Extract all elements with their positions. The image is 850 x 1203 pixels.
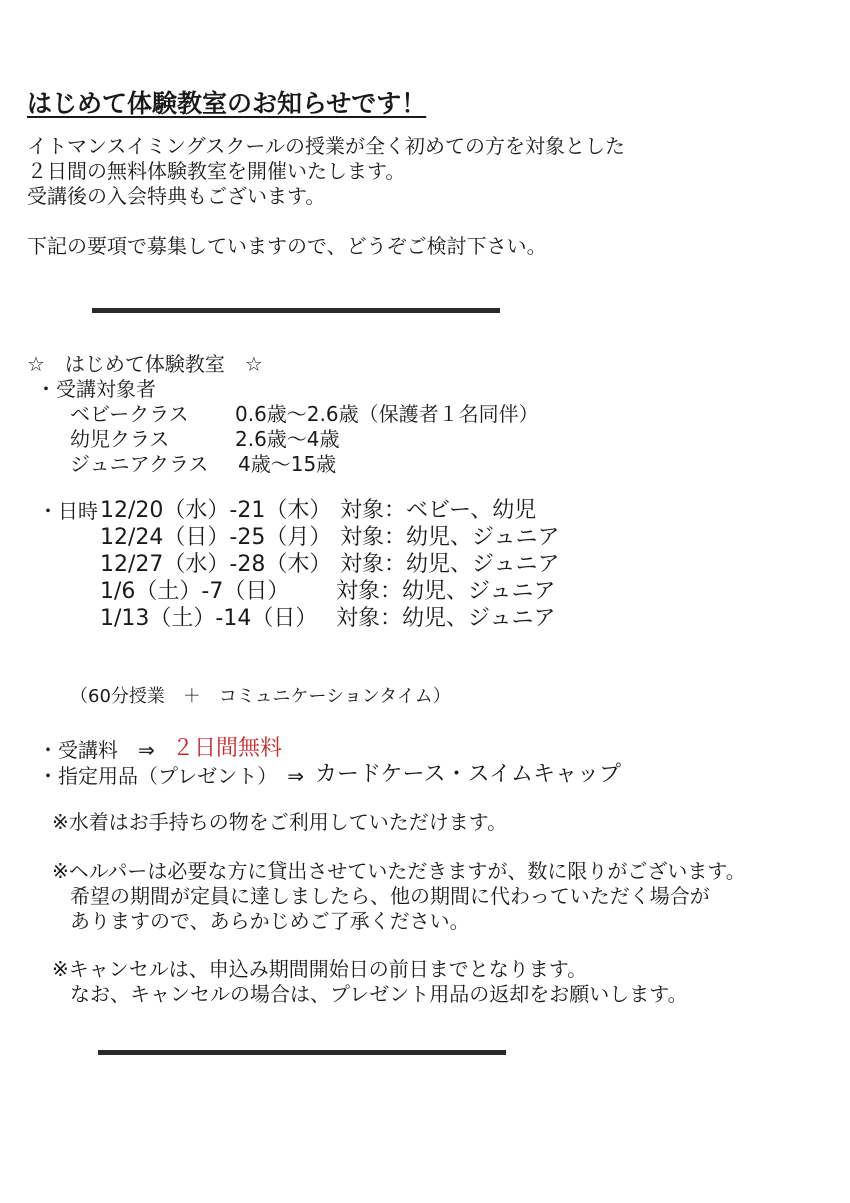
items-value: カードケース・スイムキャップ bbox=[315, 762, 622, 787]
note-cancel-2: なお、キャンセルの場合は、プレゼント用品の返却をお願いします。 bbox=[70, 982, 688, 1006]
divider-top bbox=[92, 308, 500, 313]
class-age-infant: 2.6歳～4歳 bbox=[235, 427, 340, 451]
divider-bottom bbox=[98, 1050, 506, 1055]
page-title: はじめて体験教室のお知らせです！ bbox=[27, 89, 427, 118]
note-swimwear: ※水着はお手持ちの物をご利用していただけます。 bbox=[52, 810, 508, 834]
note-helper-3: ありますので、あらかじめご了承ください。 bbox=[70, 909, 470, 933]
fee-value: ２日間無料 bbox=[172, 736, 283, 761]
schedule-target-3: 対象：幼児、ジュニア bbox=[340, 552, 560, 577]
duration-note: （60分授業 ＋ コミュニケーションタイム） bbox=[70, 686, 451, 707]
class-name-infant: 幼児クラス bbox=[70, 427, 170, 451]
schedule-target-5: 対象：幼児、ジュニア bbox=[336, 606, 556, 631]
intro-line-1: イトマンスイミングスクールの授業が全く初めての方を対象とした bbox=[27, 134, 625, 158]
class-name-baby: ベビークラス bbox=[70, 402, 189, 426]
class-age-junior: 4歳～15歳 bbox=[238, 452, 337, 476]
target-label: ・受講対象者 bbox=[36, 377, 156, 401]
class-age-baby: 0.6歳～2.6歳（保護者１名同伴） bbox=[235, 402, 539, 426]
intro-line-3: 受講後の入会特典もございます。 bbox=[27, 184, 326, 208]
schedule-date-3: 12/27（水）-28（木） bbox=[100, 552, 332, 577]
schedule-date-5: 1/13（土）-14（日） bbox=[100, 606, 318, 631]
fee-label: ・受講料 ⇒ bbox=[38, 738, 155, 762]
intro-line-2: ２日間の無料体験教室を開催いたします。 bbox=[27, 159, 406, 183]
schedule-date-1: 12/20（水）-21（木） bbox=[100, 498, 332, 523]
section-title: ☆ はじめて体験教室 ☆ bbox=[27, 352, 263, 376]
note-cancel-1: ※キャンセルは、申込み期間開始日の前日までとなります。 bbox=[52, 957, 588, 981]
note-helper-1: ※ヘルパーは必要な方に貸出させていただきますが、数に限りがございます。 bbox=[52, 859, 746, 883]
items-label: ・指定用品（プレゼント） ⇒ bbox=[38, 764, 304, 788]
class-name-junior: ジュニアクラス bbox=[70, 452, 209, 476]
schedule-target-4: 対象：幼児、ジュニア bbox=[336, 579, 556, 604]
schedule-date-4: 1/6（土）-7（日） bbox=[100, 579, 290, 604]
schedule-target-2: 対象：幼児、ジュニア bbox=[340, 525, 560, 550]
schedule-label: ・日時 bbox=[38, 499, 98, 523]
schedule-date-2: 12/24（日）-25（月） bbox=[100, 525, 332, 550]
invite-text: 下記の要項で募集していますので、どうぞご検討下さい。 bbox=[27, 234, 547, 258]
schedule-target-1: 対象：ベビー、幼児 bbox=[340, 498, 537, 523]
note-helper-2: 希望の期間が定員に達しましたら、他の期間に代わっていただく場合が bbox=[70, 884, 710, 908]
